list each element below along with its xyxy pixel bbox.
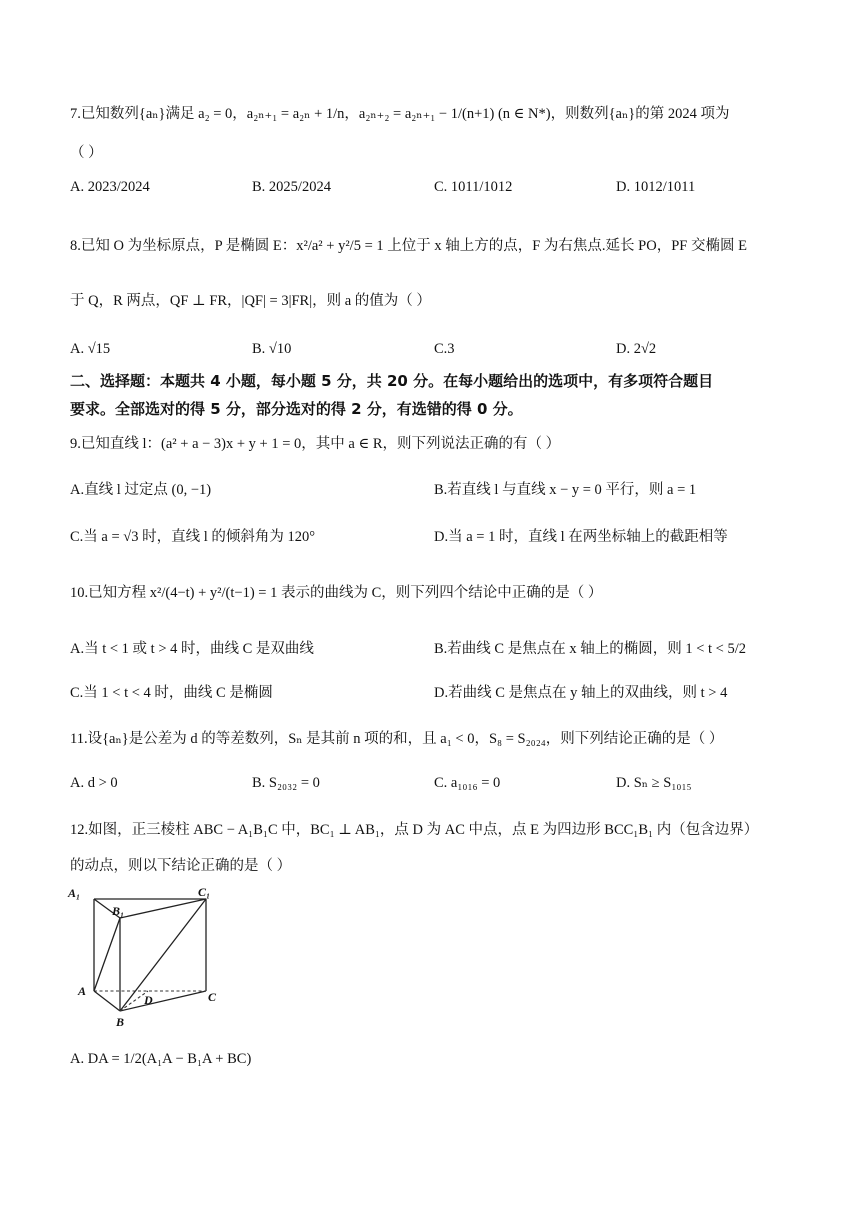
q9-option-c: C.当 a = √3 时，直线 l 的倾斜角为 120° [70,529,316,545]
q11-option-b: B. S₂₀₃₂ = 0 [252,775,320,791]
label-b: B [116,1015,125,1029]
section2-heading-line2: 要求。全部选对的得 5 分，部分选对的得 2 分，有选错的得 0 分。 [70,400,523,418]
q7-option-c: C. 1011/1012 [434,179,513,195]
q8-option-b: B. √10 [252,341,292,357]
q9-option-b: B.若直线 l 与直线 x − y = 0 平行，则 a = 1 [434,482,697,498]
q8-stem-line1: 8.已知 O 为坐标原点，P 是椭圆 E：x²/a² + y²/5 = 1 上位于 x 轴上方的点，F 为右焦点.延长 PO，PF 交椭圆 E [70,238,747,254]
label-a: A [78,984,87,998]
section2-heading-line1: 二、选择题：本题共 4 小题，每小题 5 分，共 20 分。在每小题给出的选项中，有多项符合题目 [70,372,714,390]
q8-option-d: D. 2√2 [616,341,657,357]
q11-option-a: A. d > 0 [70,775,118,791]
label-a1: A₁ [68,886,81,900]
edge-ab1 [94,918,120,991]
q8-option-c: C.3 [434,341,455,357]
label-b1: B₁ [112,904,125,918]
q10-option-b: B.若曲线 C 是焦点在 x 轴上的椭圆，则 1 < t < 5/2 [434,641,747,657]
q11-option-c: C. a₁₀₁₆ = 0 [434,775,501,791]
q9-option-d: D.当 a = 1 时，直线 l 在两坐标轴上的截距相等 [434,529,728,545]
q7-option-a: A. 2023/2024 [70,179,150,195]
q11-option-d: D. Sₙ ≥ S₁₀₁₅ [616,775,692,791]
q11-stem: 11.设{aₙ}是公差为 d 的等差数列，Sₙ 是其前 n 项的和，且 a₁ < 0，S₈ = S₂₀₂₄，则下列结论正确的是（ ） [70,731,724,747]
q8-option-a: A. √15 [70,341,111,357]
q7-option-b: B. 2025/2024 [252,179,331,195]
label-c: C [208,990,217,1004]
label-d: D [144,993,153,1007]
q9-option-a: A.直线 l 过定点 (0, −1) [70,482,212,498]
q8-stem-line2: 于 Q，R 两点，QF ⊥ FR，|QF| = 3|FR|，则 a 的值为（ ） [70,293,431,309]
label-c1: C₁ [198,885,211,899]
q7-bracket: （ ） [70,145,103,161]
q9-stem: 9.已知直线 l：(a² + a − 3)x + y + 1 = 0，其中 a ∈ R，则下列说法正确的有（ ） [70,436,561,452]
q12-stem-line1: 12.如图，正三棱柱 ABC − A₁B₁C 中，BC₁ ⊥ AB₁，点 D 为 AC 中点，点 E 为四边形 BCC₁B₁ 内（包含边界） [70,822,759,838]
prism-figure [64,883,224,1033]
q10-stem: 10.已知方程 x²/(4−t) + y²/(t−1) = 1 表示的曲线为 C，则下列四个结论中正确的是（ ） [70,585,603,601]
q10-option-a: A.当 t < 1 或 t > 4 时，曲线 C 是双曲线 [70,641,314,657]
q10-option-d: D.若曲线 C 是焦点在 y 轴上的双曲线，则 t > 4 [434,685,728,701]
q10-option-c: C.当 1 < t < 4 时，曲线 C 是椭圆 [70,685,273,701]
q7-option-d: D. 1012/1011 [616,179,696,195]
q7-stem: 7.已知数列{aₙ}满足 a₂ = 0，a₂ₙ₊₁ = a₂ₙ + 1/n，a₂ₙ₊₂ = a₂ₙ₊₁ − 1/(n+1) (n ∈ N*)，则数列{aₙ}的第 2024 项为 [70,106,730,122]
q12-stem-line2: 的动点，则以下结论正确的是（ ） [70,858,292,874]
edge-ab [94,991,120,1011]
q12-option-a: A. DA = 1/2(A₁A − B₁A + BC) [70,1051,252,1067]
